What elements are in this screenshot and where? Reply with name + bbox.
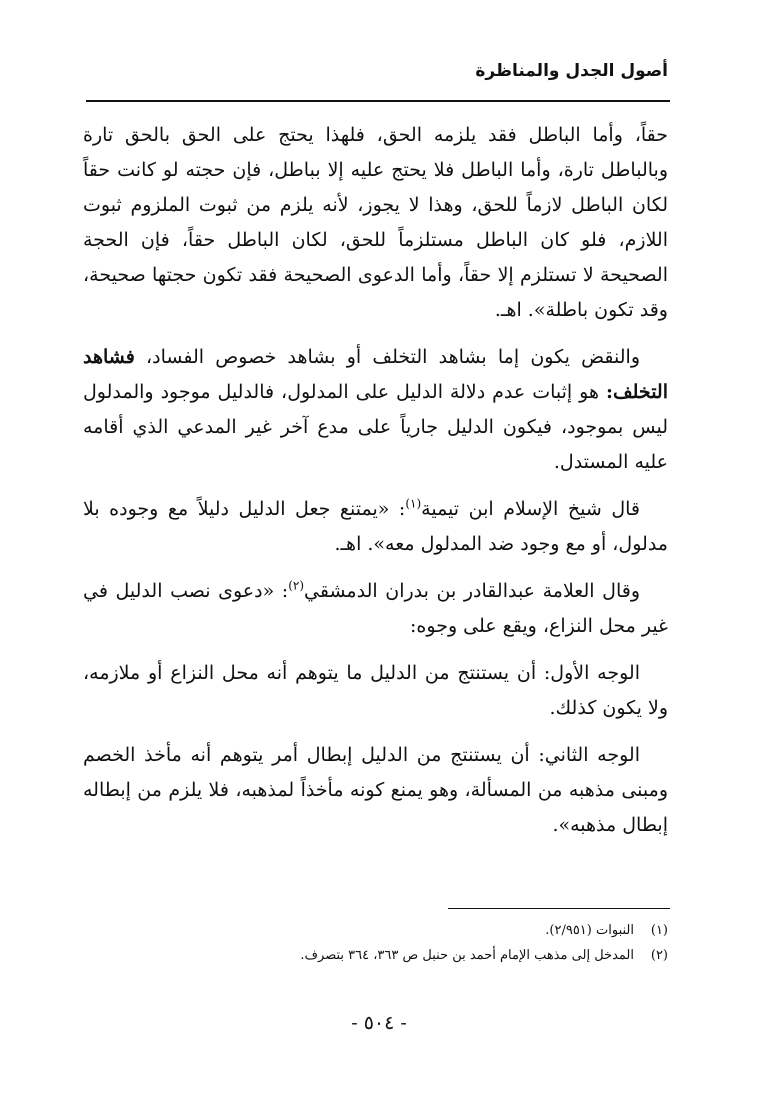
paragraph-6: الوجه الثاني: أن يستنتج من الدليل إبطال أمر يتوهم أنه مأخذ الخصم ومبنى مذهبه من المسألة، وهو يمنع كونه مأخذاً لمذهبه، فلا يلزم من إبطاله إبطال مذهبه». [83,744,668,836]
page-number: - ٥٠٤ - [351,1012,407,1034]
footnote-2 [83,943,668,968]
paragraph-1: حقاً، وأما الباطل فقد يلزمه الحق، فلهذا يحتج على الحق بالحق تارة وبالباطل تارة، وأما الباطل فلا يحتج عليه إلا بباطل، فإن حجته لو كانت حقاً لكان الباطل لازماً للحق، وهذا لا يجوز، لأنه يلزم من ثبوت الملزوم ثبوت اللازم، فلو كان الباطل مستلزماً للحق، لكان الباطل حقاً، فإن الحجة الصحيحة لا تستلزم إلا حقاً، وأما الدعوى الصحيحة فقد تكون حجتها صحيحة، وقد تكون باطلة». اهـ. [83,124,668,321]
running-header-title: أصول الجدل والمناظرة [475,61,668,81]
paragraph-4-text-before: وقال العلامة عبدالقادر بن بدران الدمشقي [304,580,640,602]
paragraph-3-text-after: : «يمتنع جعل الدليل دليلاً مع وجوده بلا مدلول، أو مع وجود ضد المدلول معه». اهـ. [83,498,668,555]
footnote-2-number: (٢) [650,948,668,963]
footnote-rule [448,908,670,909]
term-shahid-al-takhalluf: فشاهد التخلف: [83,346,668,403]
footnote-1-text: النبوات (٢/٩٥١). [545,923,634,938]
paragraph-4-text-after: : «دعوى نصب الدليل في غير محل النزاع، ويقع على وجوه: [83,580,668,637]
footnote-2-text: المدخل إلى مذهب الإمام أحمد بن حنبل ص ٣٦٣، ٣٦٤ بتصرف. [300,948,634,963]
footnote-1-number: (١) [650,923,668,938]
header-rule [86,100,670,102]
footnote-1 [83,918,668,943]
paragraph-5: الوجه الأول: أن يستنتج من الدليل ما يتوهم أنه محل النزاع أو ملازمه، ولا يكون كذلك. [83,662,668,719]
paragraph-2-text-before: والنقض يكون إما بشاهد التخلف أو بشاهد خصوص الفساد، [146,346,640,368]
footnote-ref-2: (٢) [288,578,305,593]
paragraph-3 [83,492,668,562]
footnotes [83,918,668,968]
footnote-ref-1: (١) [405,496,422,511]
paragraph-2 [83,340,668,480]
paragraph-3-text-before: قال شيخ الإسلام ابن تيمية [421,498,641,520]
main-text [83,118,668,855]
paragraph-2-text-after: هو إثبات عدم دلالة الدليل على المدلول، فالدليل موجود والمدلول ليس بموجود، فيكون الدليل جارياً على مدع آخر غير المدعي الذي أقامه عليه المستدل. [83,381,668,473]
paragraph-4 [83,574,668,644]
